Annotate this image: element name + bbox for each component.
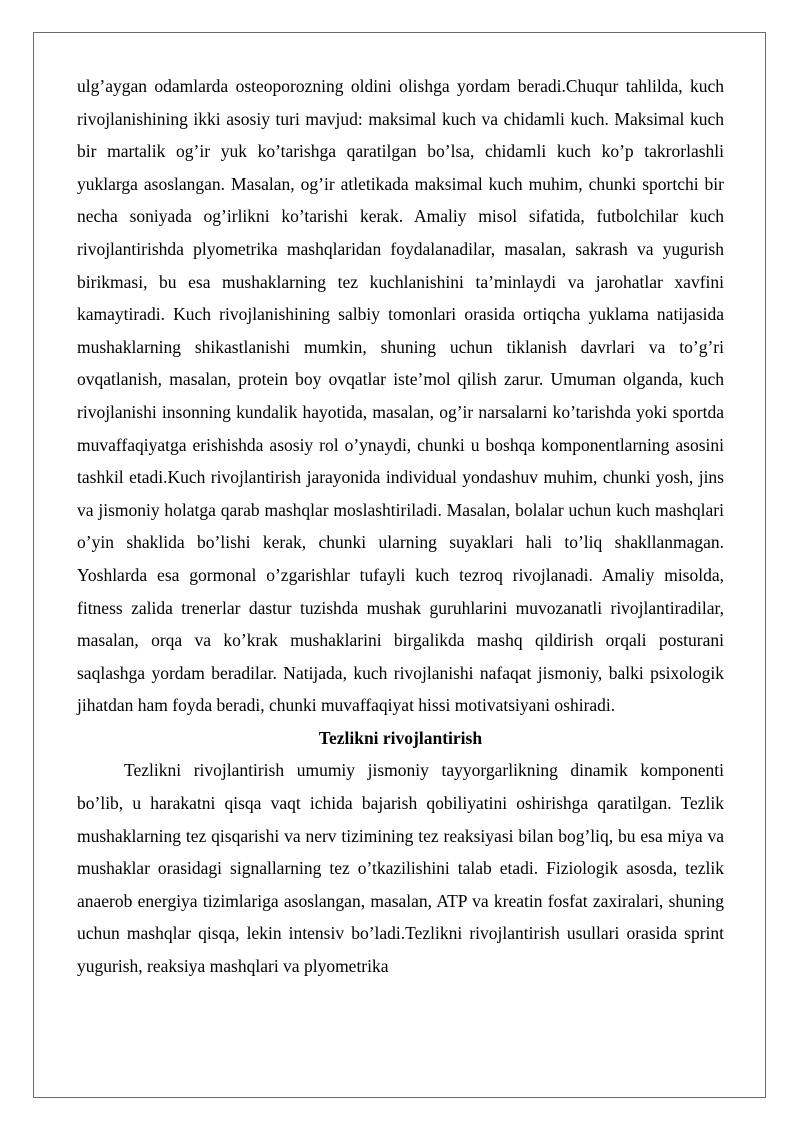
document-body [77,70,724,983]
body-paragraph: ulg’aygan odamlarda osteoporozning oldini olishga yordam beradi.Chuqur tahlilda, kuch rivojlanishining ikki asosiy turi mavjud: maksimal kuch va chidamli kuch. Maksimal kuch bir martalik og’ir yuk ko’tarishga qaratilgan bo’lsa, chidamli kuch ko’p takrorlashli yuklarga asoslangan. Masalan, og’ir atletikada maksimal kuch muhim, chunki sportchi bir necha soniyada og’irlikni ko’tarishi kerak. Amaliy misol sifatida, futbolchilar kuch rivojlantirishda plyometrika mashqlaridan foydalanadilar, masalan, sakrash va yugurish birikmasi, bu esa mushaklarning tez kuchlanishini ta’minlaydi va jarohatlar xavfini kamaytiradi. Kuch rivojlanishining salbiy tomonlari orasida ortiqcha yuklama natijasida mushaklarning shikastlanishi mumkin, shuning uchun tiklanish davrlari va to’g’ri ovqatlanish, masalan, protein boy ovqatlar iste’mol qilish zarur. Umuman olganda, kuch rivojlanishi insonning kundalik hayotida, masalan, og’ir narsalarni ko’tarishda yoki sportda muvaffaqiyatga erishishda asosiy rol o’ynaydi, chunki u boshqa komponentlarning asosini tashkil etadi.Kuch rivojlantirish jarayonida individual yondashuv muhim, chunki yosh, jins va jismoniy holatga qarab mashqlar moslashtiriladi. Masalan, bolalar uchun kuch mashqlari o’yin shaklida bo’lishi kerak, chunki ularning suyaklari hali to’liq shakllanmagan. Yoshlarda esa gormonal o’zgarishlar tufayli kuch tezroq rivojlanadi. Amaliy misolda, fitness zalida trenerlar dastur tuzishda mushak guruhlarini muvozanatli rivojlantiradilar, masalan, orqa va ko’krak mushaklarini birgalikda mashq qildirish orqali posturani saqlashga yordam beradilar. Natijada, kuch rivojlanishi nafaqat jismoniy, balki psixologik jihatdan ham foyda beradi, chunki muvaffaqiyat hissi motivatsiyani oshiradi. [77,76,724,716]
body-paragraph: Tezlikni rivojlantirish umumiy jismoniy tayyorgarlikning dinamik komponenti bo’lib, u harakatni qisqa vaqt ichida bajarish qobiliyatini oshirishga qaratilgan. Tezlik mushaklarning tez qisqarishi va nerv tizimining tez reaksiyasi bilan bog’liq, bu esa miya va mushaklar orasidagi signallarning tez o’tkazilishini talab etadi. Fiziologik asosda, tezlik anaerob energiya tizimlariga asoslangan, masalan, ATP va kreatin fosfat zaxiralari, shuning uchun mashqlar qisqa, lekin intensiv bo’ladi.Tezlikni rivojlantirish usullari orasida sprint yugurish, reaksiya mashqlari va plyometrika [77,760,724,977]
section-heading: Tezlikni rivojlantirish [318,727,483,748]
